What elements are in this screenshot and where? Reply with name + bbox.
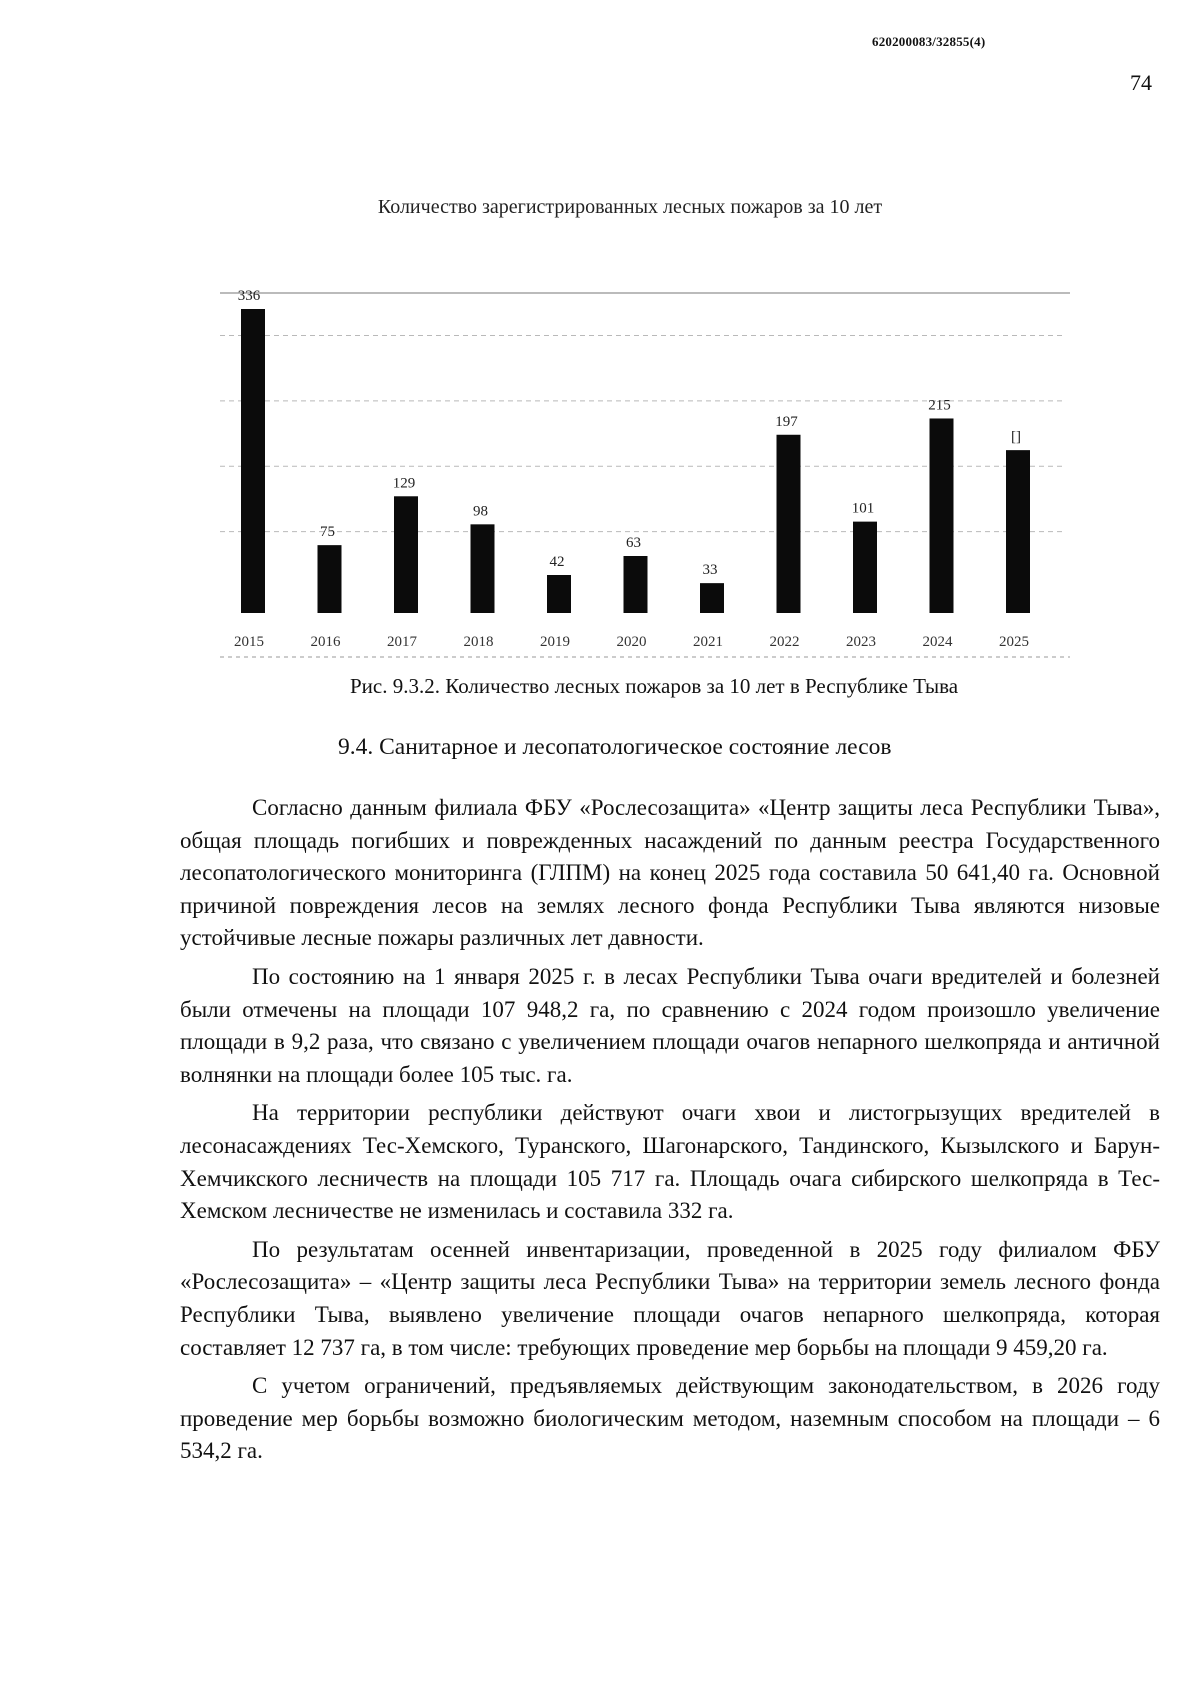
value-label-2017: 129 xyxy=(392,475,416,492)
chart-title: Количество зарегистрированных лесных пожаров за 10 лет xyxy=(377,196,883,218)
x-label-2017: 2017 xyxy=(387,634,417,650)
x-label-2022: 2022 xyxy=(769,634,800,650)
bar-2015 xyxy=(241,309,265,613)
bar-2018 xyxy=(471,524,495,613)
value-label-2016: 75 xyxy=(320,524,335,541)
paragraph: Согласно данным филиала ФБУ «Рослесозащита» «Центр защиты леса Республики Тыва», общая площадь погибших и поврежденных насаждений по данным реестра Государственного лесопатологического мониторинга (ГЛПМ) на конец 2025 года составила 50 641,40 га. Основной причиной повреждения лесов на землях лесного фонда Республики Тыва являются низовые устойчивые лесные пожары различных лет давности. xyxy=(180,795,1160,951)
page-number: 74 xyxy=(1130,70,1152,95)
x-label-2018: 2018 xyxy=(463,634,494,650)
chart-value-labels xyxy=(238,288,1021,578)
document-id: 620200083/32855(4) xyxy=(872,34,986,49)
value-label-2018: 98 xyxy=(473,503,488,520)
value-label-2023: 101 xyxy=(851,500,875,517)
value-label-2025: [] xyxy=(1011,429,1021,446)
chart-x-labels xyxy=(234,634,1029,650)
bar-2025 xyxy=(1006,450,1030,613)
bar-2022 xyxy=(777,435,801,613)
section-heading: 9.4. Санитарное и лесопатологическое состояние лесов xyxy=(338,734,892,760)
x-label-2023: 2023 xyxy=(846,634,876,650)
paragraph: По состоянию на 1 января 2025 г. в лесах Республики Тыва очаги вредителей и болезней были отмечены на площади 107 948,2 га, по сравнению с 2024 годом произошло увеличение площади в 9,2 раза, что связано с увеличением площади очагов непарного шелкопряда и античной волнянки на площади более 105 тыс. га. xyxy=(180,963,1160,1087)
value-label-2022: 197 xyxy=(775,413,798,430)
x-label-2019: 2019 xyxy=(540,634,570,650)
paragraph: На территории республики действуют очаги хвои и листогрызущих вредителей в лесонасаждениях Тес-Хемского, Туранского, Шагонарского, Тандинского, Кызылского и Барун-Хемчикского лесничеств на площади 105 717 га. Площадь очага сибирского шелкопряда в Тес-Хемском лесничестве не изменилась и составила 332 га. xyxy=(180,1100,1160,1224)
x-label-2020: 2020 xyxy=(616,634,647,650)
value-label-2019: 42 xyxy=(549,554,565,570)
value-label-2015: 336 xyxy=(237,288,261,304)
x-label-2025: 2025 xyxy=(999,634,1029,650)
x-label-2024: 2024 xyxy=(922,634,953,650)
bar-2021 xyxy=(700,583,724,613)
paragraph: По результатам осенней инвентаризации, проведенной в 2025 году филиалом ФБУ «Рослесозащита» – «Центр защиты леса Республики Тыва» на территории земель лесного фонда Республики Тыва, выявлено увеличение площади очагов непарного шелкопряда, которая составляет 12 737 га, в том числе: требующих проведение мер борьбы на площади 9 459,20 га. xyxy=(180,1236,1160,1360)
chart-bars xyxy=(241,309,1030,613)
x-label-2021: 2021 xyxy=(693,634,723,650)
bar-2019 xyxy=(547,575,571,613)
value-label-2021: 33 xyxy=(702,562,718,579)
value-label-2020: 63 xyxy=(626,535,641,551)
bar-2017 xyxy=(394,496,418,613)
paragraph: С учетом ограничений, предъявляемых действующим законодательством, в 2026 году проведение мер борьбы возможно биологическим методом, наземным способом на площади – 6 534,2 га. xyxy=(180,1373,1160,1464)
bar-2024 xyxy=(930,418,954,613)
x-label-2016: 2016 xyxy=(310,634,341,650)
bar-chart xyxy=(220,265,1070,665)
bar-2016 xyxy=(318,545,342,613)
figure-caption: Рис. 9.3.2. Количество лесных пожаров за 10 лет в Республике Тыва xyxy=(350,674,959,698)
bar-2023 xyxy=(853,522,877,613)
bar-2020 xyxy=(624,556,648,613)
body-text xyxy=(180,792,1160,1474)
value-label-2024: 215 xyxy=(928,397,951,414)
x-label-2015: 2015 xyxy=(234,634,264,650)
